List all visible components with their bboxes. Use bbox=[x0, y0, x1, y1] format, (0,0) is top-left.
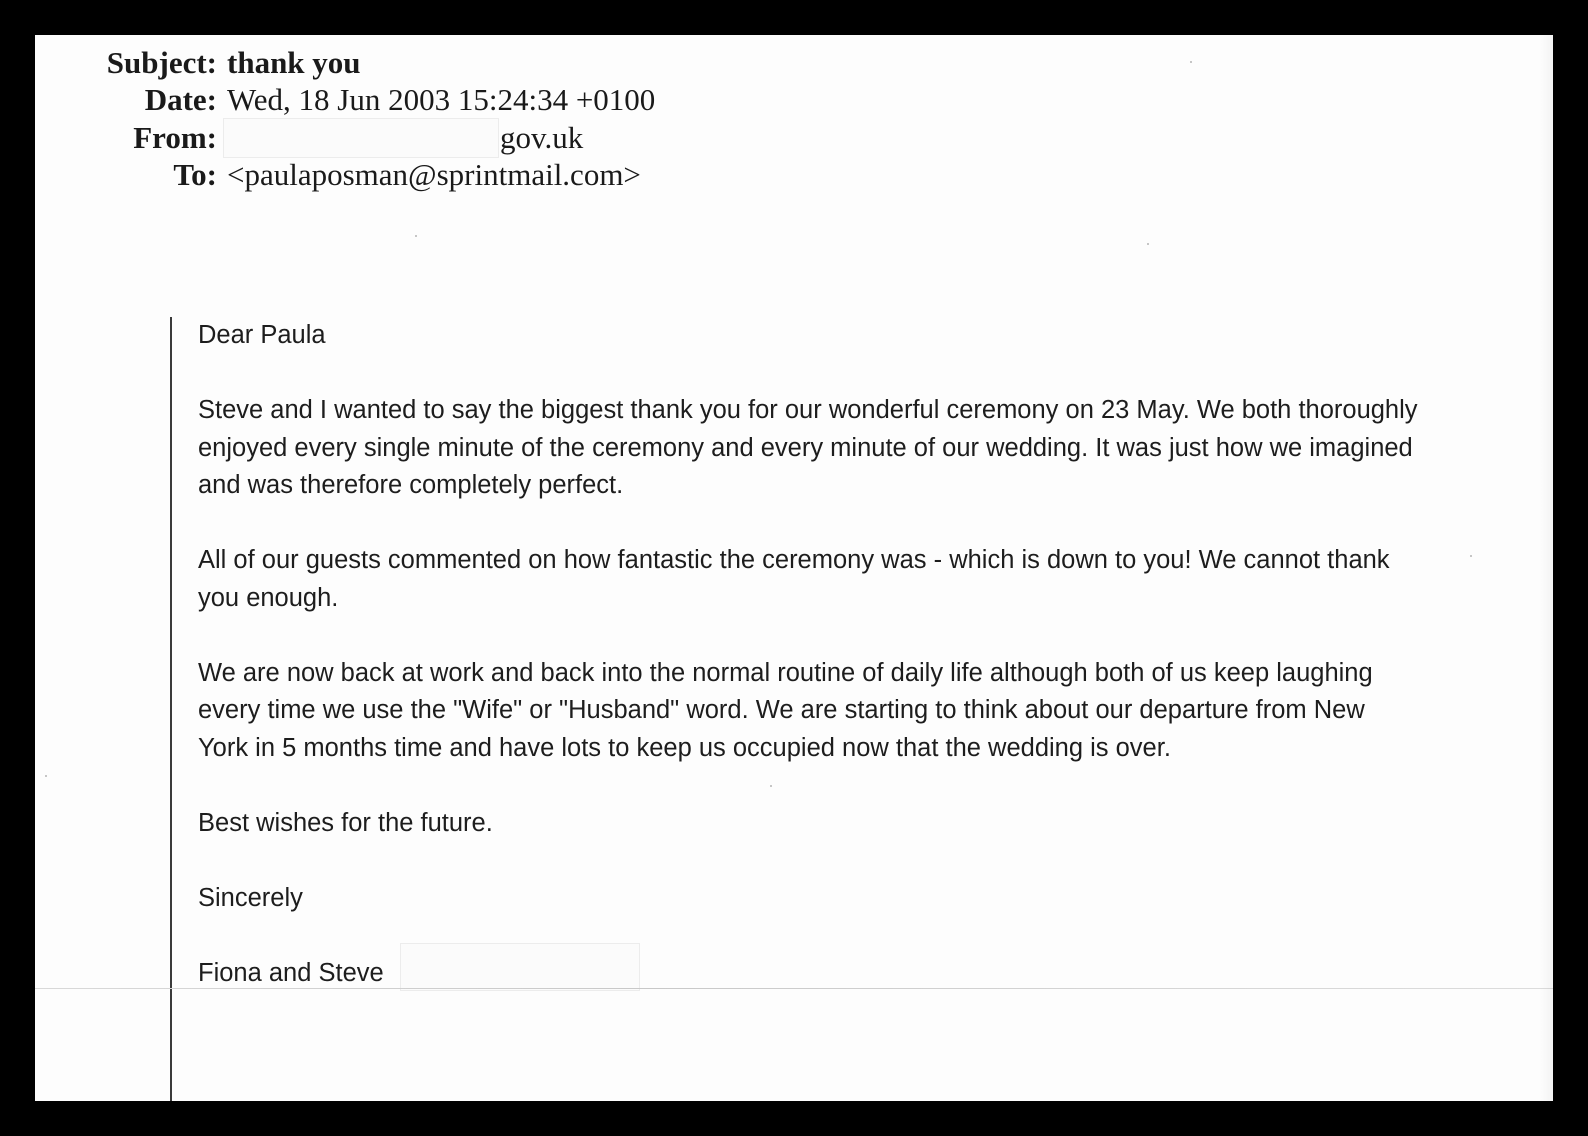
paper-edge-shadow bbox=[1539, 35, 1553, 1101]
signature-redaction-box bbox=[400, 943, 640, 991]
subject-value: thank you bbox=[227, 45, 361, 80]
scan-speck bbox=[415, 235, 417, 237]
body-paragraph-1: Steve and I wanted to say the biggest thank you for our wonderful ceremony on 23 May. We both thoroughly enjoyed every single minute of the ceremony and every minute of our wedding. It was just how we imagined and was therefore completely perfect. bbox=[198, 396, 1418, 499]
email-body bbox=[198, 317, 1418, 992]
scan-speck bbox=[1470, 555, 1472, 557]
date-value: Wed, 18 Jun 2003 15:24:34 +0100 bbox=[227, 82, 656, 117]
header-label-subject: Subject: bbox=[106, 45, 217, 80]
quote-bar bbox=[170, 317, 172, 1101]
sign-off: Sincerely bbox=[198, 883, 303, 912]
header-label-date: Date: bbox=[144, 82, 217, 117]
body-paragraph-2: All of our guests commented on how fantastic the ceremony was - which is down to you! We cannot thank you enough. bbox=[198, 546, 1390, 612]
printed-email-page bbox=[35, 35, 1553, 1101]
scan-speck bbox=[1147, 243, 1149, 245]
scan-speck bbox=[45, 775, 47, 777]
header-label-from: From: bbox=[133, 120, 217, 155]
from-redaction-box bbox=[223, 118, 499, 158]
scan-speck bbox=[1190, 61, 1192, 63]
from-domain-value: gov.uk bbox=[500, 120, 584, 155]
signature-row bbox=[198, 955, 1418, 993]
paper-fold-line bbox=[35, 988, 1553, 989]
to-value: <paulaposman@sprintmail.com> bbox=[227, 157, 641, 192]
closing-wish: Best wishes for the future. bbox=[198, 808, 493, 837]
header-label-to: To: bbox=[173, 157, 217, 192]
signature: Fiona and Steve bbox=[198, 958, 384, 987]
greeting: Dear Paula bbox=[198, 321, 326, 349]
scan-speck bbox=[770, 785, 772, 787]
body-paragraph-3: We are now back at work and back into the normal routine of daily life although both of us keep laughing every time we use the "Wife" or "Husband" word. We are starting to think about our departure from New York in 5 months time and have lots to keep us occupied now that the wedding is over. bbox=[198, 658, 1373, 762]
